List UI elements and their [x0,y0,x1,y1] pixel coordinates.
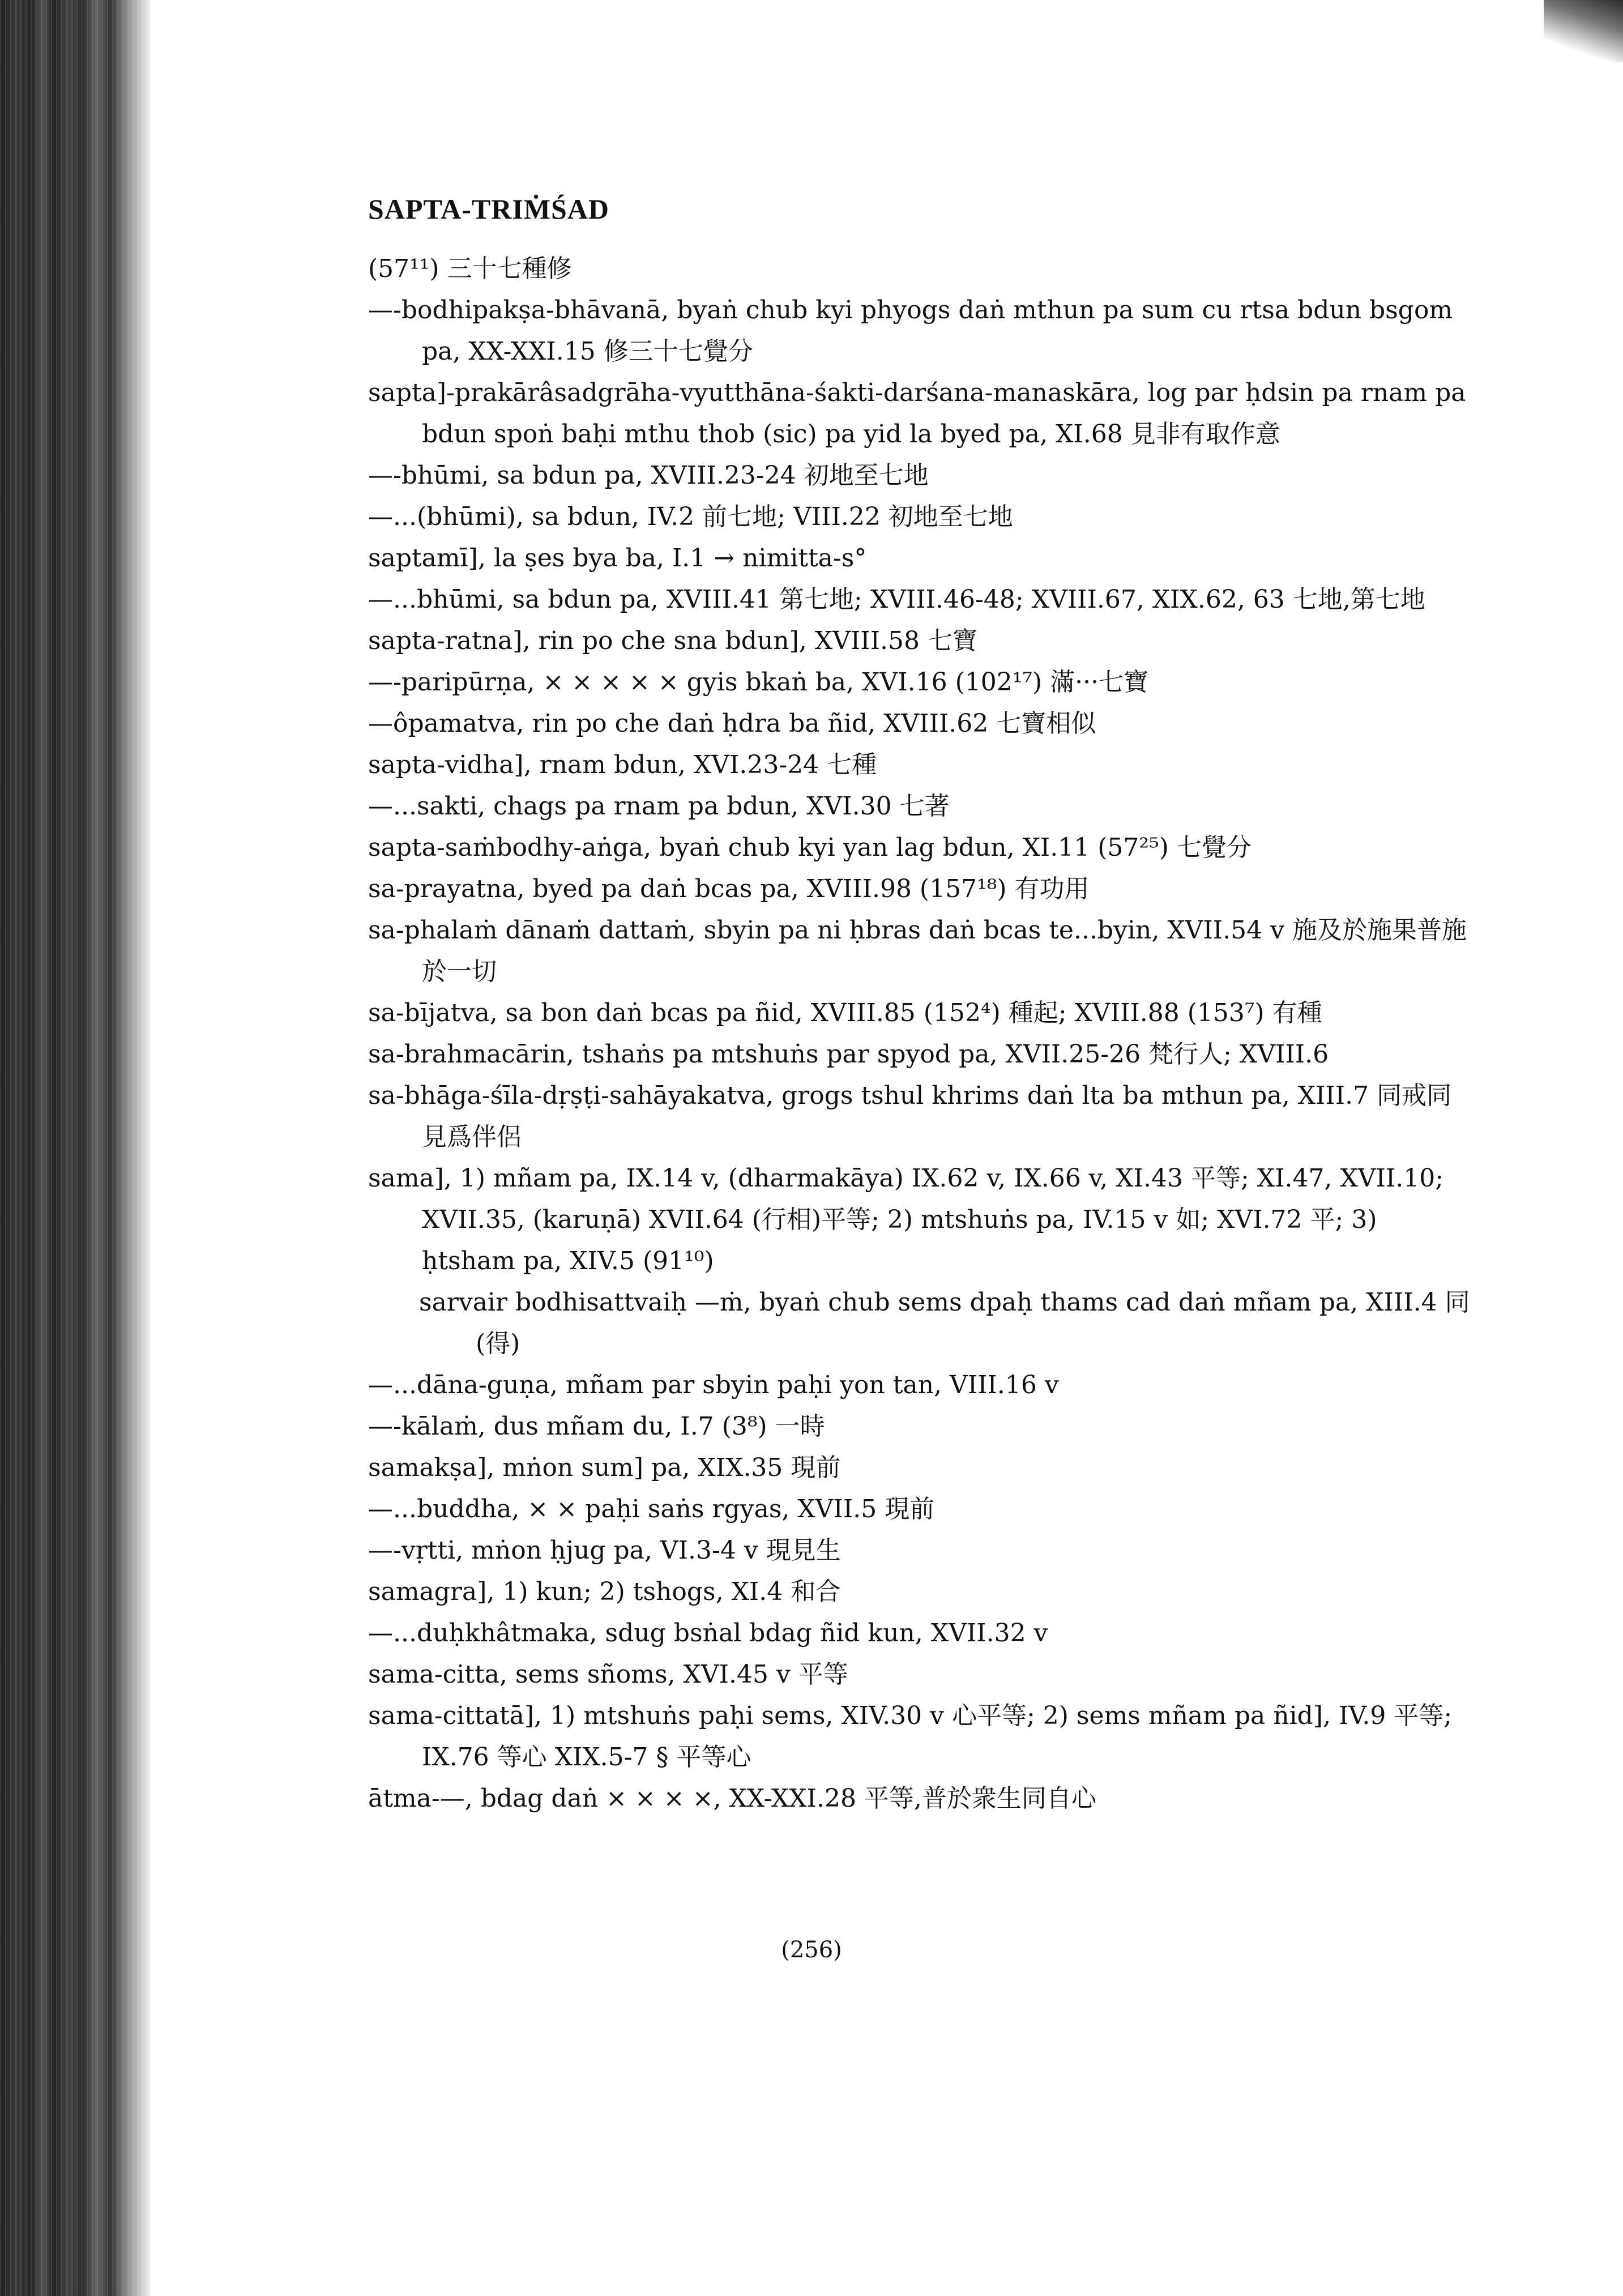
entry-line: —...(bhūmi), sa bdun, IV.2 前七地; VIII.22 初地至七地 [368,502,1013,531]
entry-line: sapta-vidha], rnam bdun, XVI.23-24 七種 [368,750,877,779]
entry-line: (57¹¹) 三十七種修 [368,254,572,283]
entry-line: —-bhūmi, sa bdun pa, XVIII.23-24 初地至七地 [368,461,929,490]
entry-line: —...bhūmi, sa bdun pa, XVIII.41 第七地; XVIII.46-48; XVIII.67, XIX.62, 63 七地,第七地 [368,585,1425,614]
entry-line: samagra], 1) kun; 2) tshogs, XI.4 和合 [368,1577,841,1606]
scan-corner-shadow [1544,0,1623,62]
entry-line: sama], 1) mñam pa, IX.14 v, (dharmakāya) IX.62 v, IX.66 v, XI.43 平等; XI.47, XVII.10; XVII.35, (karuṇā) XVII.64 (行相)平等; 2) mtshuṅs pa, IV.15 v 如; XVI.72 平; 3) ḥtsham pa, XIV.5 (91¹⁰) [368,1164,1444,1275]
page-number: (256) [781,1937,842,1963]
entry-line: saptamī], la ṣes bya ba, I.1 → nimitta-s° [368,544,867,573]
entry-line: —-kālaṁ, dus mñam du, I.7 (3⁸) 一時 [368,1412,825,1441]
entry-line: sa-prayatna, byed pa daṅ bcas pa, XVIII.98 (157¹⁸) 有功用 [368,874,1090,903]
entry-line: —-vṛtti, mṅon ḥjug pa, VI.3-4 v 現見生 [368,1536,841,1565]
entry-line: —...duḥkhâtmaka, sdug bsṅal bdag ñid kun, XVII.32 v [368,1619,1048,1648]
entry-line: sarvair bodhisattvaiḥ —ṁ, byaṅ chub sems dpaḥ thams cad daṅ mñam pa, XIII.4 同(得) [419,1288,1470,1358]
entry-line: sama-citta, sems sñoms, XVI.45 v 平等 [368,1660,848,1689]
entry-line: sa-bhāga-śīla-dṛṣṭi-sahāyakatva, grogs tshul khrims daṅ lta ba mthun pa, XIII.7 同戒同見爲伴侶 [368,1081,1452,1151]
section-heading: SAPTA-TRIṀŚAD [368,193,609,225]
entry-line: —...sakti, chags pa rnam pa bdun, XVI.30 七著 [368,792,950,821]
entry-line: sapta-saṁbodhy-aṅga, byaṅ chub kyi yan lag bdun, XI.11 (57²⁵) 七覺分 [368,833,1252,862]
entry-line: —ôpamatva, rin po che daṅ ḥdra ba ñid, XVIII.62 七寶相似 [368,709,1096,738]
entry-line: samakṣa], mṅon sum] pa, XIX.35 現前 [368,1453,841,1482]
entry-line: ātma-—, bdag daṅ × × × ×, XX-XXI.28 平等,普於衆生同自心 [368,1784,1096,1813]
entry-line: —...buddha, × × paḥi saṅs rgyas, XVII.5 現前 [368,1495,935,1523]
entry-line: sama-cittatā], 1) mtshuṅs paḥi sems, XIV.30 v 心平等; 2) sems mñam pa ñid], IV.9 平等; IX.76 等心 XIX.5-7 § 平等心 [368,1701,1453,1772]
entry-line: sa-bījatva, sa bon daṅ bcas pa ñid, XVIII.85 (152⁴) 種起; XVIII.88 (153⁷) 有種 [368,998,1322,1027]
entry-line: sapta-ratna], rin po che sna bdun], XVIII.58 七寶 [368,626,977,655]
entry-line: sapta]-prakārâsadgrāha-vyutthāna-śakti-darśana-manaskāra, log par ḥdsin pa rnam pa bdun spoṅ baḥi mthu thob (sic) pa yid la byed pa, XI.68 見非有取作意 [368,378,1466,449]
entry-line: —-bodhipakṣa-bhāvanā, byaṅ chub kyi phyogs daṅ mthun pa sum cu rtsa bdun bsgom pa, XX-XXI.15 修三十七覺分 [368,296,1453,366]
entry-line: sa-phalaṁ dānaṁ dattaṁ, sbyin pa ni ḥbras daṅ bcas te...byin, XVII.54 v 施及於施果普施於一切 [368,916,1467,986]
entry-line: —...dāna-guṇa, mñam par sbyin paḥi yon tan, VIII.16 v [368,1371,1059,1399]
entry-line: —-paripūrṇa, × × × × × gyis bkaṅ ba, XVI.16 (102¹⁷) 滿···七寶 [368,668,1149,697]
page-body [368,193,1472,1819]
entry-line: sa-brahmacārin, tshaṅs pa mtshuṅs par spyod pa, XVII.25-26 梵行人; XVIII.6 [368,1040,1329,1069]
